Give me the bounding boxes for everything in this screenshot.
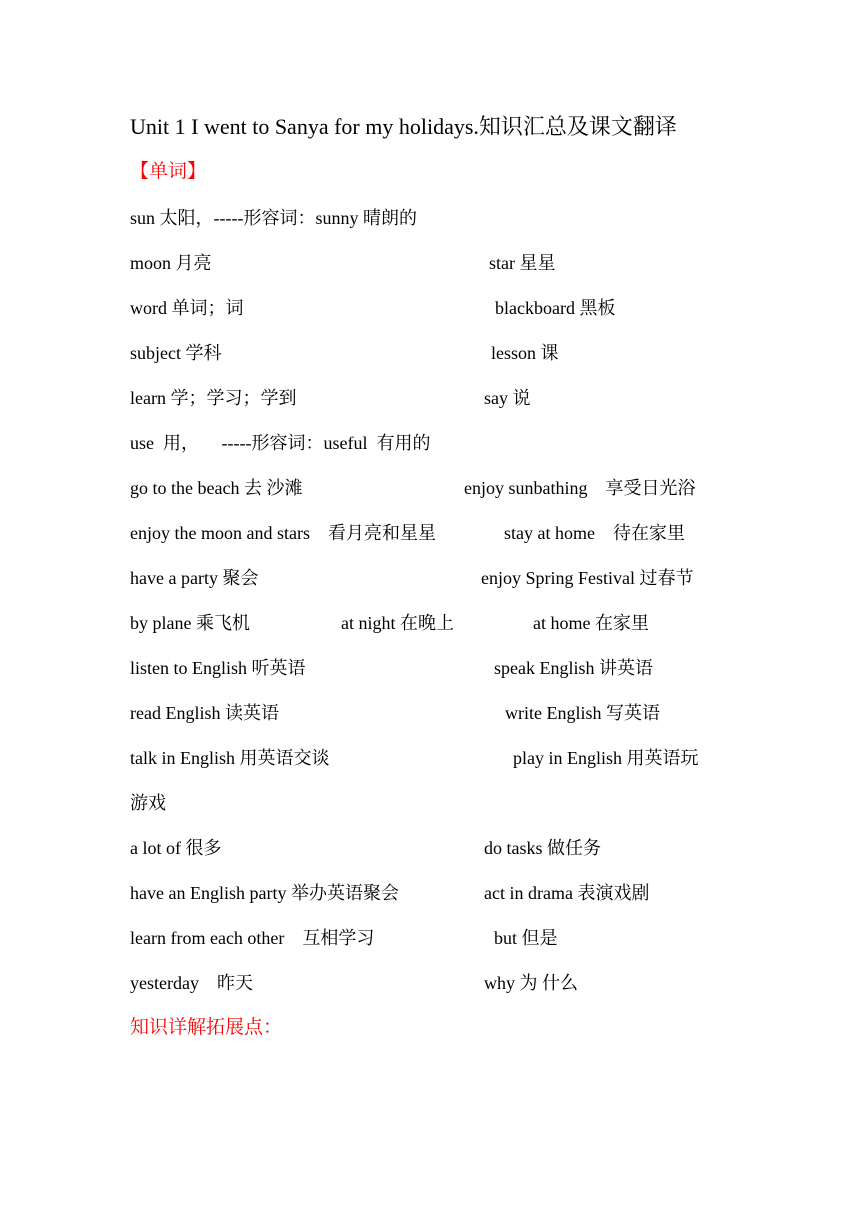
vocab-row	[130, 608, 750, 638]
vocab-entry: by plane 乘飞机	[130, 613, 250, 633]
vocab-entry: speak English 讲英语	[494, 658, 653, 678]
vocab-row	[130, 788, 750, 818]
vocab-entry: blackboard 黑板	[495, 298, 616, 318]
vocab-entry: use 用， -----形容词：useful 有用的	[130, 433, 431, 453]
vocab-entry: sun 太阳，-----形容词：sunny 晴朗的	[130, 208, 417, 228]
vocab-entry: subject 学科	[130, 343, 222, 363]
vocab-row	[130, 878, 750, 908]
vocab-row	[130, 698, 750, 728]
knowledge-points-heading: 知识详解拓展点：	[130, 1017, 283, 1038]
vocab-entry: read English 读英语	[130, 703, 279, 723]
vocab-entry: do tasks 做任务	[484, 838, 601, 858]
vocab-entry: star 星星	[489, 253, 556, 273]
vocab-row	[130, 428, 750, 458]
vocab-row	[130, 338, 750, 368]
vocab-entry: say 说	[484, 388, 531, 408]
vocab-entry: why 为 什么	[484, 973, 578, 993]
vocab-entry-continuation: 游戏	[130, 793, 166, 813]
vocab-row	[130, 968, 750, 998]
vocab-row	[130, 743, 750, 773]
vocab-entry: learn 学；学习；学到	[130, 388, 297, 408]
vocab-entry: at night 在晚上	[341, 613, 454, 633]
vocab-entry: moon 月亮	[130, 253, 212, 273]
vocab-entry: a lot of 很多	[130, 838, 222, 858]
vocab-row	[130, 293, 750, 323]
vocab-row	[130, 923, 750, 953]
vocab-row	[130, 653, 750, 683]
vocab-entry: but 但是	[494, 928, 558, 948]
vocab-entry: listen to English 听英语	[130, 658, 306, 678]
vocab-entry: have a party 聚会	[130, 568, 259, 588]
vocab-entry: act in drama 表演戏剧	[484, 883, 650, 903]
vocab-row	[130, 833, 750, 863]
vocab-entry: go to the beach 去 沙滩	[130, 478, 303, 498]
vocab-entry: talk in English 用英语交谈	[130, 748, 330, 768]
vocab-entry: learn from each other 互相学习	[130, 928, 375, 948]
vocab-row	[130, 248, 750, 278]
vocab-row	[130, 473, 750, 503]
vocab-entry: lesson 课	[491, 343, 559, 363]
vocab-row	[130, 563, 750, 593]
vocab-entry: play in English 用英语玩	[513, 748, 699, 768]
vocab-entry: enjoy sunbathing 享受日光浴	[464, 478, 696, 498]
vocab-row	[130, 203, 750, 233]
vocab-entry: enjoy Spring Festival 过春节	[481, 568, 694, 588]
vocab-entry: word 单词；词	[130, 298, 244, 318]
vocab-entry: stay at home 待在家里	[504, 523, 685, 543]
vocab-entry: enjoy the moon and stars 看月亮和星星	[130, 523, 436, 543]
vocab-entry: yesterday 昨天	[130, 973, 253, 993]
vocabulary-heading: 【单词】	[130, 161, 207, 182]
vocab-entry: at home 在家里	[533, 613, 649, 633]
vocab-entry: write English 写英语	[505, 703, 660, 723]
vocab-row	[130, 383, 750, 413]
vocab-row	[130, 518, 750, 548]
vocab-entry: have an English party 举办英语聚会	[130, 883, 399, 903]
document-title: Unit 1 I went to Sanya for my holidays.知识汇总及课文翻译	[130, 114, 677, 139]
